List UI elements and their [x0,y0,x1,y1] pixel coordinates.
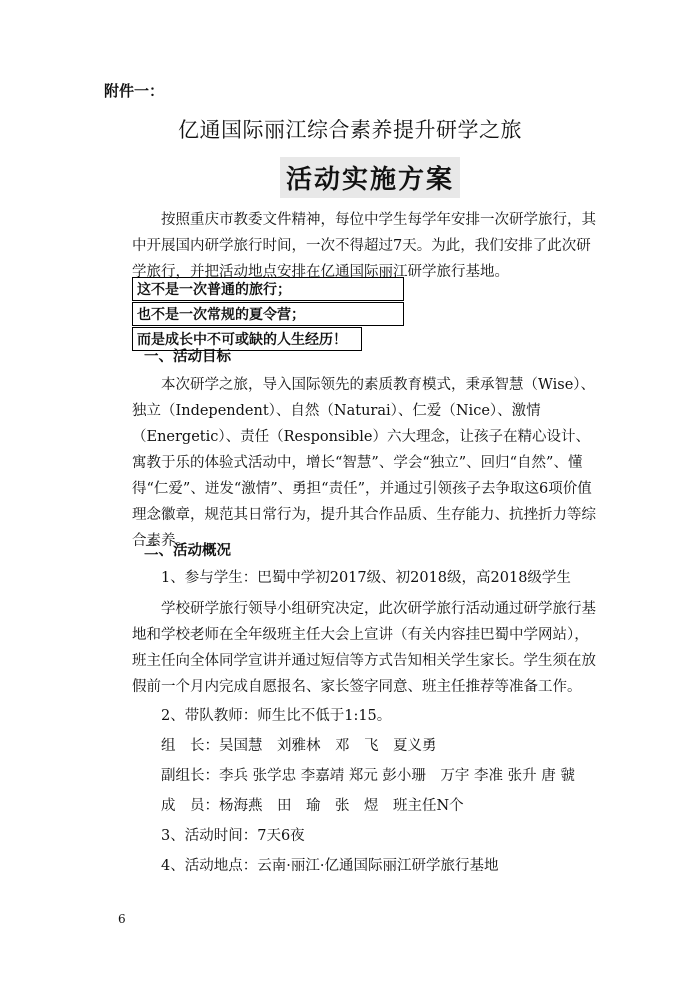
item2-teachers: 2、带队教师：师生比不低于1:15。 [161,708,392,724]
slogan-line-3: 而是成长中不可或缺的人生经历！ [132,327,362,351]
item4-location: 4、活动地点：云南·丽江·亿通国际丽江研学旅行基地 [161,858,499,874]
section2-heading: 二、活动概况 [144,543,231,559]
slogan-boxes [132,277,404,352]
section1-heading: 一、活动目标 [144,349,231,365]
leader-line: 组 长：吴国慧 刘雅林 邓 飞 夏义勇 [161,738,437,754]
section1-paragraph: 本次研学之旅，导入国际领先的素质教育模式，秉承智慧（Wise）、独立（Independent）、自然（Naturai）、仁爱（Nice）、激情（Energetic）、责任（Responsible）六大理念，让孩子在精心设计、寓教于乐的体验式活动中，增长“智慧”、学会“独立”、回归“自然”、懂得“仁爱”、迸发“激情”、勇担“责任”，并通过引领孩子去争取这6项价值理念徽章，规范其日常行为，提升其合作品质、生存能力、抗挫折力等综合素养。 [132,377,596,549]
slogan-line-1: 这不是一次普通的旅行； [132,277,404,301]
item1-participants: 1、参与学生：巴蜀中学初2017级、初2018级，高2018级学生 [161,570,571,586]
document-title: 亿通国际丽江综合素养提升研学之旅 [178,118,522,142]
member-line: 成 员：杨海燕 田 瑜 张 煜 班主任N个 [161,798,464,814]
document-subtitle: 活动实施方案 [280,157,460,198]
page-number: 6 [118,912,126,926]
deputy-line: 副组长：李兵 张学忠 李嘉靖 郑元 彭小珊 万宇 李准 张升 唐 虢 [161,768,575,784]
intro-paragraph: 按照重庆市教委文件精神，每位中学生每学年安排一次研学旅行，其中开展国内研学旅行时间，一次不得超过7天。为此，我们安排了此次研学旅行，并把活动地点安排在亿通国际丽江研学旅行基地。 [132,212,596,280]
item3-time: 3、活动时间：7天6夜 [161,828,305,844]
item1-paragraph: 学校研学旅行领导小组研究决定，此次研学旅行活动通过研学旅行基地和学校老师在全年级班主任大会上宣讲（有关内容挂巴蜀中学网站），班主任向全体同学宣讲并通过短信等方式告知相关学生家长。学生须在放假前一个月内完成自愿报名、家长签字同意、班主任推荐等准备工作。 [132,601,596,695]
attachment-label: 附件一： [104,82,165,100]
slogan-line-2: 也不是一次常规的夏令营； [132,302,404,326]
